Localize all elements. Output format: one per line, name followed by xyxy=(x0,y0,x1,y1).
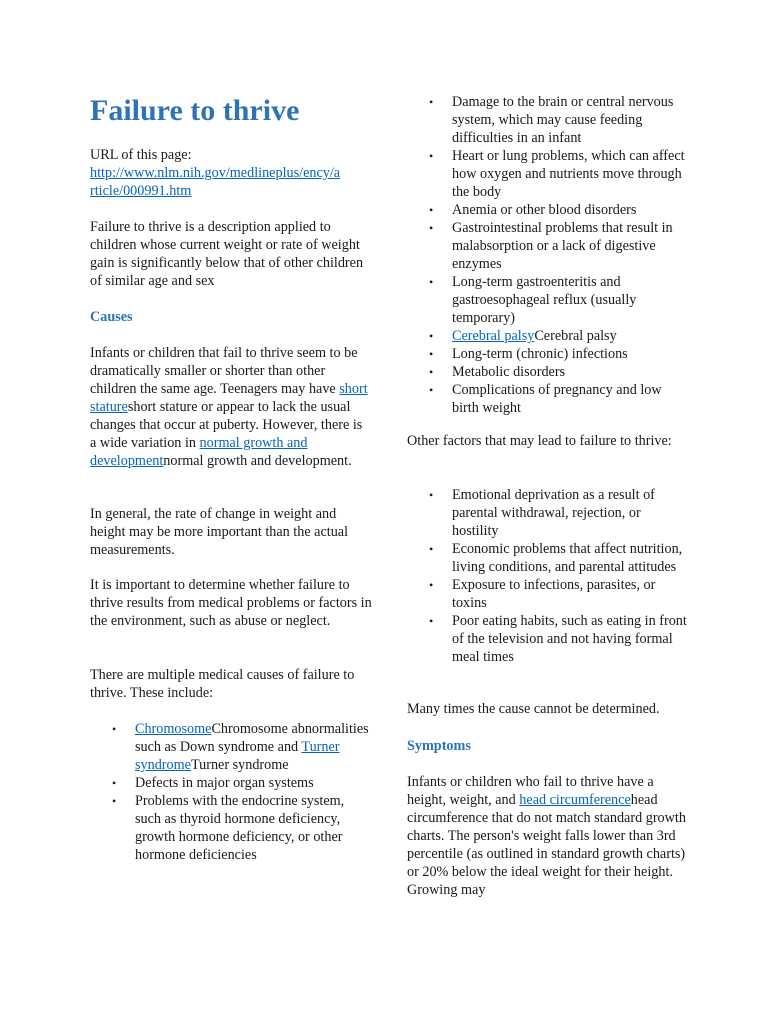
list-item: • ChromosomeChromosome abnormalities such as Down syndrome and Turner syndromeTurner syndrome xyxy=(112,721,369,773)
other-factors-list xyxy=(407,486,689,666)
bullet: • xyxy=(429,614,434,628)
bullet: • xyxy=(429,347,434,361)
bullet: • xyxy=(112,794,117,808)
url-label: URL of this page: xyxy=(90,147,192,163)
normal-growth-link[interactable]: normal growth and development xyxy=(90,435,308,469)
turner-syndrome-link[interactable]: Turner syndrome xyxy=(135,739,340,773)
causes-heading: Causes xyxy=(90,309,133,325)
bullet: • xyxy=(429,383,434,397)
bullet: • xyxy=(429,203,434,217)
symptoms-paragraph-1: Infants or children who fail to thrive have a height, weight, and head circumferencehead circumference that do not match standard growth charts. The person's weight falls lower than 3rd percentile (as outlined in standard growth charts) or 20% below the ideal weight for their height. Growing may xyxy=(407,774,686,898)
list-item: • Metabolic disorders xyxy=(429,364,566,380)
list-item: • Defects in major organ systems xyxy=(112,775,314,791)
list-item: • Economic problems that affect nutrition, living conditions, and parental attitudes xyxy=(429,541,683,575)
list-item: • Problems with the endocrine system, such as thyroid hormone deficiency, growth hormone deficiency, or other hormone deficiencies xyxy=(112,793,345,863)
list-item: • Long-term gastroenteritis and gastroesophageal reflux (usually temporary) xyxy=(429,274,637,326)
list-item: • Long-term (chronic) infections xyxy=(429,346,628,362)
page-url-link[interactable] xyxy=(90,164,372,200)
list-item: • Damage to the brain or central nervous system, which may cause feeding difficulties in an infant xyxy=(429,94,674,146)
list-item: • Cerebral palsyCerebral palsy xyxy=(429,328,617,344)
list-item: • Emotional deprivation as a result of parental withdrawal, rejection, or hostility xyxy=(429,487,655,539)
page-title: Failure to thrive xyxy=(90,94,300,127)
bullet: • xyxy=(429,578,434,592)
bullet: • xyxy=(429,365,434,379)
page-url-line2[interactable]: rticle/000991.htm xyxy=(90,183,192,199)
other-factors-intro: Other factors that may lead to failure to thrive: xyxy=(407,433,672,449)
bullet: • xyxy=(112,776,117,790)
bullet: • xyxy=(429,149,434,163)
url-block xyxy=(90,146,372,200)
intro-paragraph: Failure to thrive is a description applied to children whose current weight or rate of weight gain is significantly below that of other children of similar age and sex xyxy=(90,219,364,289)
symptoms-heading: Symptoms xyxy=(407,738,471,754)
list-item: • Gastrointestinal problems that result in malabsorption or a lack of digestive enzymes xyxy=(429,220,673,272)
bullet: • xyxy=(429,542,434,556)
bullet: • xyxy=(429,488,434,502)
medical-causes-list xyxy=(90,720,372,864)
list-item: • Poor eating habits, such as eating in front of the television and not having formal meal times xyxy=(429,613,687,665)
short-stature-link[interactable]: short stature xyxy=(90,381,368,415)
bullet: • xyxy=(429,329,434,343)
list-item: • Anemia or other blood disorders xyxy=(429,202,637,218)
bullet: • xyxy=(429,275,434,289)
causes-paragraph-3: It is important to determine whether failure to thrive results from medical problems or factors in the environment, such as abuse or neglect. xyxy=(90,577,372,629)
cause-unknown-paragraph: Many times the cause cannot be determined. xyxy=(407,701,660,717)
causes-paragraph-1: Infants or children that fail to thrive seem to be dramatically smaller or shorter than other children the same age. Teenagers may have short statureshort stature or appear to lack the usual changes that occur at puberty. However, there is a wide variation in normal growth and developmentnormal growth and development. xyxy=(90,345,368,469)
bullet: • xyxy=(112,722,117,736)
head-circumference-link[interactable]: head circumference xyxy=(519,792,631,808)
cerebral-palsy-link[interactable]: Cerebral palsy xyxy=(452,328,535,344)
list-item: • Exposure to infections, parasites, or toxins xyxy=(429,577,656,611)
medical-causes-list-continued xyxy=(407,93,689,417)
bullet: • xyxy=(429,221,434,235)
list-item: • Heart or lung problems, which can affect how oxygen and nutrients move through the body xyxy=(429,148,685,200)
list-item: • Complications of pregnancy and low birth weight xyxy=(429,382,662,416)
causes-paragraph-2: In general, the rate of change in weight and height may be more important than the actual measurements. xyxy=(90,506,349,558)
bullet: • xyxy=(429,95,434,109)
causes-paragraph-4: There are multiple medical causes of failure to thrive. These include: xyxy=(90,667,355,701)
page-url-line1[interactable]: http://www.nlm.nih.gov/medlineplus/ency/a xyxy=(90,165,341,181)
chromosome-link[interactable]: Chromosome xyxy=(135,721,212,737)
